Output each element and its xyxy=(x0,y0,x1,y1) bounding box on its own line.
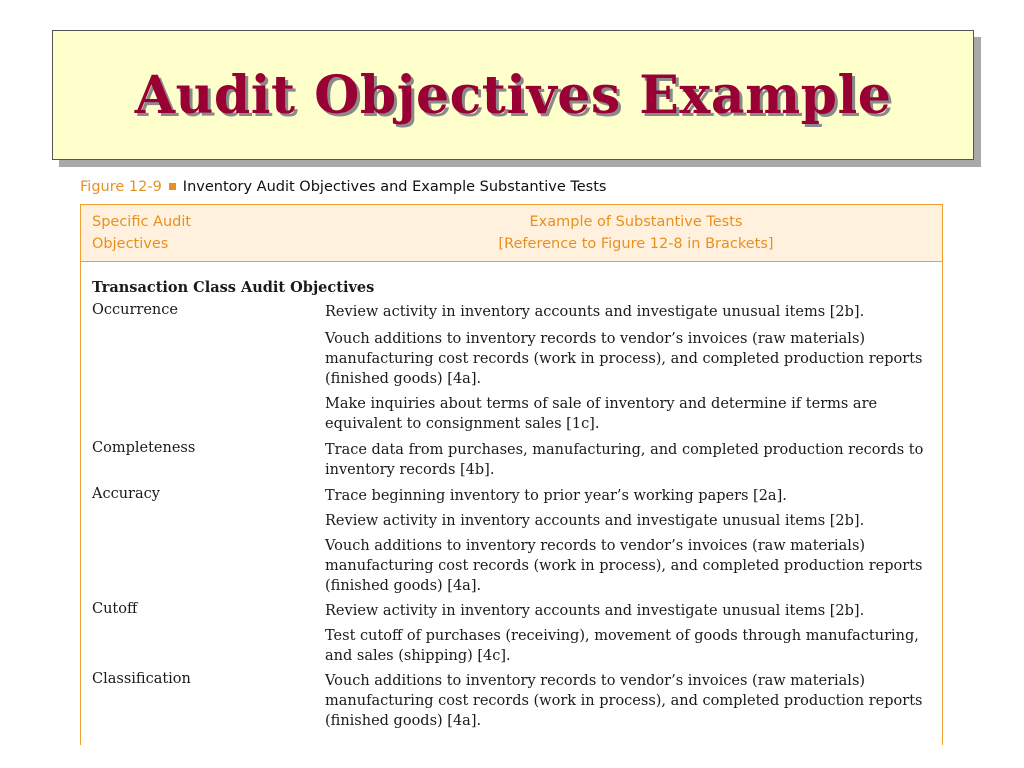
test-accuracy-3: Vouch additions to inventory records to vendor’s invoices (raw materials) manufacturing cost records (work in process), and completed production reports (finished goods) [4a]. xyxy=(325,538,923,594)
bullet-square-icon xyxy=(169,183,176,190)
header-objectives xyxy=(92,211,272,255)
test-occurrence-3: Make inquiries about terms of sale of inventory and determine if terms are equivalent to consignment sales [1c]. xyxy=(325,396,878,432)
test-occurrence-2: Vouch additions to inventory records to vendor’s invoices (raw materials) manufacturing cost records (work in process), and completed production reports (finished goods) [4a]. xyxy=(325,331,923,387)
figure-caption-text: Inventory Audit Objectives and Example Substantive Tests xyxy=(182,179,607,195)
slide-title: Audit Objectives Example xyxy=(134,64,892,126)
test-classification-1: Vouch additions to inventory records to vendor’s invoices (raw materials) manufacturing cost records (work in process), and completed production reports (finished goods) [4a]. xyxy=(325,673,923,729)
header-tests-line1: Example of Substantive Tests xyxy=(529,214,743,230)
header-tests xyxy=(311,211,961,255)
title-banner xyxy=(52,30,974,160)
audit-objectives-table xyxy=(80,204,943,745)
objective-occurrence: Occurrence xyxy=(92,302,178,318)
test-occurrence-1: Review activity in inventory accounts and investigate unusual items [2b]. xyxy=(325,304,865,320)
objective-accuracy: Accuracy xyxy=(92,486,160,502)
figure-number: Figure 12-9 xyxy=(80,179,162,195)
test-accuracy-2: Review activity in inventory accounts and investigate unusual items [2b]. xyxy=(325,513,865,529)
objective-completeness: Completeness xyxy=(92,440,196,456)
objective-cutoff: Cutoff xyxy=(92,601,138,617)
test-cutoff-1: Review activity in inventory accounts and investigate unusual items [2b]. xyxy=(325,603,865,619)
header-tests-line2: [Reference to Figure 12-8 in Brackets] xyxy=(498,236,774,252)
section-heading: Transaction Class Audit Objectives xyxy=(92,279,375,296)
header-objectives-line1: Specific Audit xyxy=(92,214,192,230)
test-cutoff-2: Test cutoff of purchases (receiving), movement of goods through manufacturing, and sales (shipping) [4c]. xyxy=(325,628,919,664)
header-objectives-line2: Objectives xyxy=(92,236,169,252)
objective-classification: Classification xyxy=(92,671,191,687)
test-completeness-1: Trace data from purchases, manufacturing, and completed production records to inventory records [4b]. xyxy=(325,442,924,478)
table-header xyxy=(81,205,942,262)
figure-caption xyxy=(80,179,606,195)
test-accuracy-1: Trace beginning inventory to prior year’s working papers [2a]. xyxy=(325,488,787,504)
